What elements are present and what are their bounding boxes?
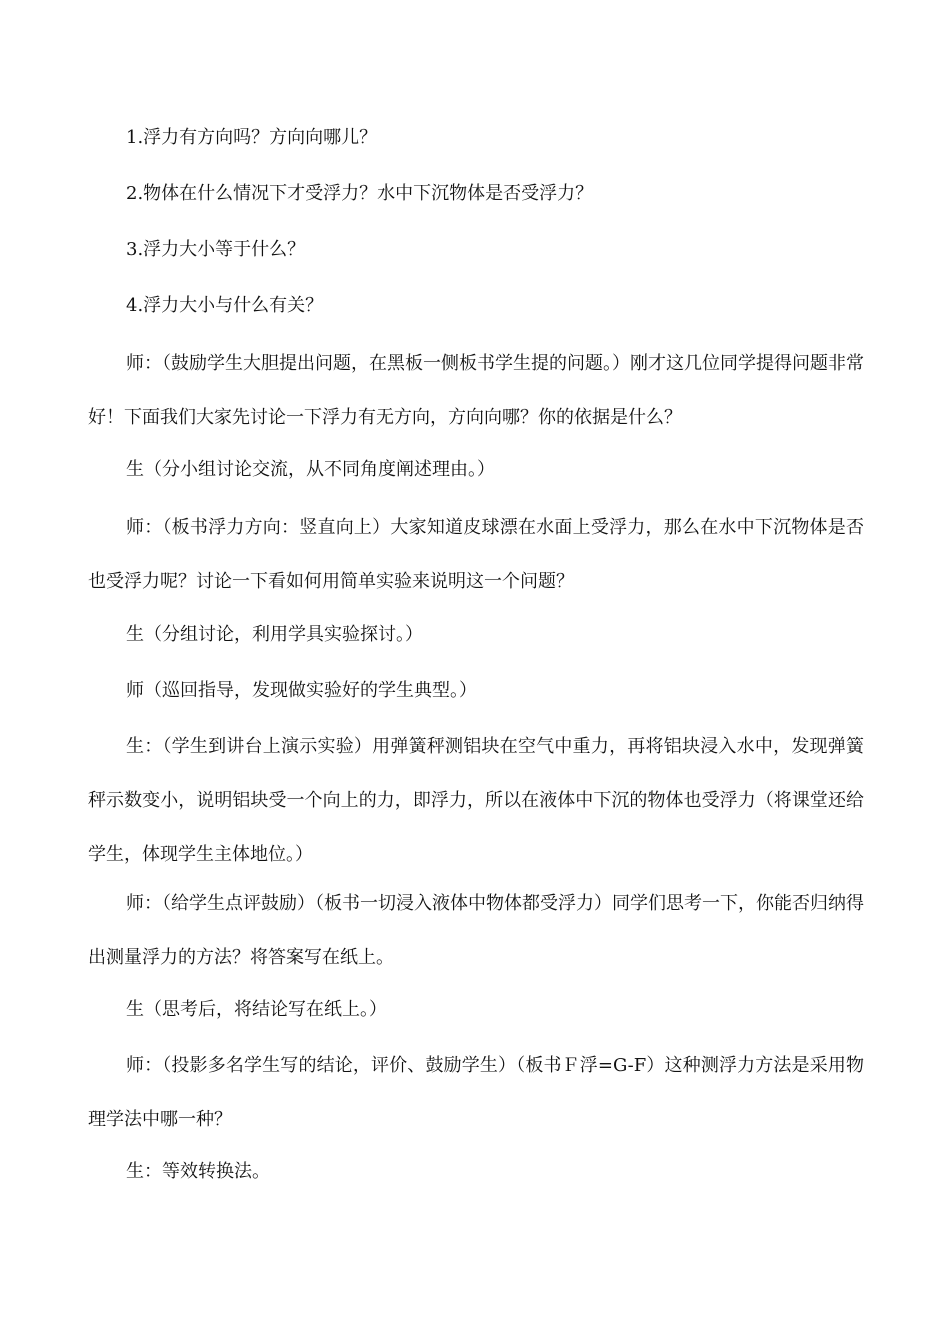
question-2: 2.物体在什么情况下才受浮力？水中下沉物体是否受浮力？	[126, 183, 594, 204]
teacher-paragraph-3: 师（巡回指导，发现做实验好的学生典型。）	[126, 680, 477, 701]
teacher-paragraph-1: 师：（鼓励学生大胆提出问题，在黑板一侧板书学生提的问题。）刚才这几位同学提得问题非常好！下面我们大家先讨论一下浮力有无方向，方向向哪？你的依据是什么？	[88, 353, 864, 428]
question-3: 3.浮力大小等于什么？	[126, 239, 306, 260]
student-paragraph-4: 生（思考后，将结论写在纸上。）	[126, 999, 387, 1020]
teacher-paragraph-4: 师：（给学生点评鼓励）（板书一切浸入液体中物体都受浮力）同学们思考一下，你能否归纳得出测量浮力的方法？将答案写在纸上。	[88, 893, 864, 968]
student-paragraph-3: 生：（学生到讲台上演示实验）用弹簧秤测铝块在空气中重力，再将铝块浸入水中，发现弹簧秤示数变小，说明铝块受一个向上的力，即浮力，所以在液体中下沉的物体也受浮力（将课堂还给学生，体现学生主体地位。）	[88, 736, 864, 865]
teacher-paragraph-5: 师：（投影多名学生写的结论，评价、鼓励学生）（板书Ｆ浮=G-F）这种测浮力方法是采用物理学法中哪一种？	[88, 1055, 864, 1130]
question-4: 4.浮力大小与什么有关？	[126, 295, 324, 316]
teacher-paragraph-2: 师：（板书浮力方向：竖直向上）大家知道皮球漂在水面上受浮力，那么在水中下沉物体是否也受浮力呢？讨论一下看如何用简单实验来说明这一个问题？	[88, 517, 864, 592]
question-1: 1.浮力有方向吗？方向向哪儿？	[126, 127, 378, 148]
student-paragraph-5: 生：等效转换法。	[126, 1161, 270, 1182]
student-paragraph-1: 生（分小组讨论交流，从不同角度阐述理由。）	[126, 459, 495, 480]
student-paragraph-2: 生（分组讨论，利用学具实验探讨。）	[126, 624, 423, 645]
